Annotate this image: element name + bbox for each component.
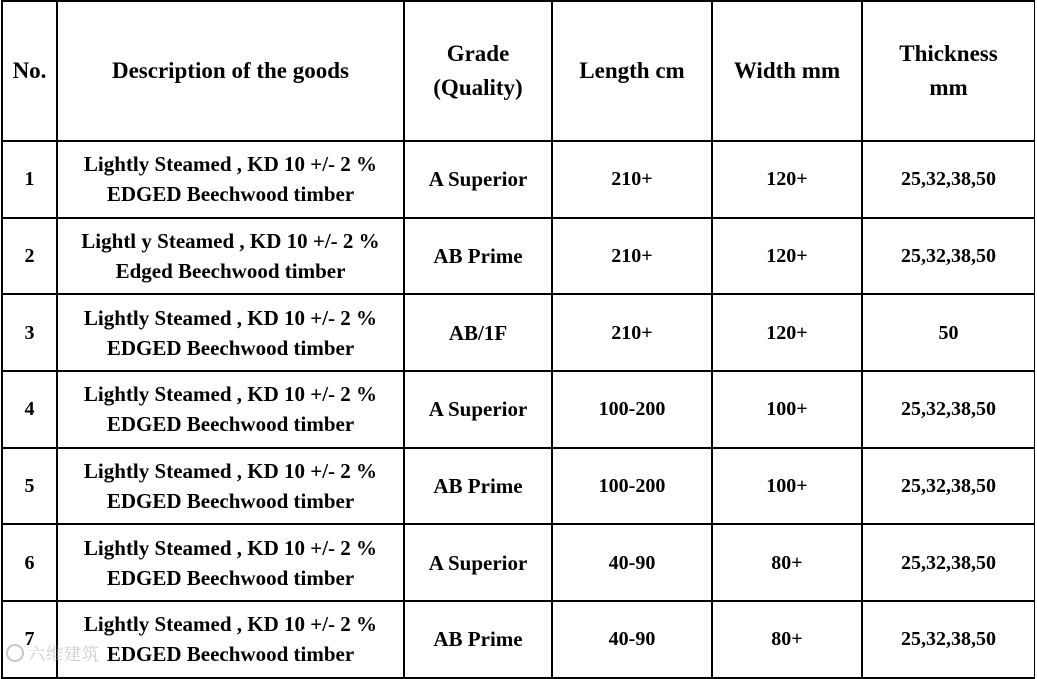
cell-grade: AB/1F — [404, 294, 552, 371]
header-no: No. — [2, 1, 57, 141]
cell-no: 6 — [2, 524, 57, 601]
cell-width: 100+ — [712, 448, 862, 525]
cell-thickness: 25,32,38,50 — [862, 601, 1036, 678]
header-length: Length cm — [552, 1, 712, 141]
cell-no: 1 — [2, 141, 57, 218]
cell-description: Lightly Steamed , KD 10 +/- 2 % EDGED Beechwood timber — [57, 601, 404, 678]
cell-grade: AB Prime — [404, 448, 552, 525]
cell-no: 7 — [2, 601, 57, 678]
table-row — [2, 601, 1036, 678]
watermark-text: 六维建筑 — [28, 645, 100, 665]
cell-thickness: 25,32,38,50 — [862, 371, 1036, 448]
cell-length: 210+ — [552, 294, 712, 371]
cell-no: 5 — [2, 448, 57, 525]
table-row — [2, 524, 1036, 601]
table-row — [2, 448, 1036, 525]
cell-thickness: 50 — [862, 294, 1036, 371]
table-row — [2, 294, 1036, 371]
cell-length: 100-200 — [552, 448, 712, 525]
cell-width: 100+ — [712, 371, 862, 448]
cell-grade: A Superior — [404, 371, 552, 448]
cell-grade: A Superior — [404, 524, 552, 601]
cell-thickness: 25,32,38,50 — [862, 448, 1036, 525]
cell-description: Lightl y Steamed , KD 10 +/- 2 % Edged Beechwood timber — [57, 218, 404, 295]
cell-length: 40-90 — [552, 524, 712, 601]
cell-no: 2 — [2, 218, 57, 295]
cell-thickness: 25,32,38,50 — [862, 141, 1036, 218]
cell-thickness: 25,32,38,50 — [862, 524, 1036, 601]
header-grade: Grade (Quality) — [404, 1, 552, 141]
table-header-row — [2, 1, 1036, 141]
header-thickness: Thickness mm — [862, 1, 1036, 141]
cell-no: 3 — [2, 294, 57, 371]
header-description: Description of the goods — [57, 1, 404, 141]
cell-thickness: 25,32,38,50 — [862, 218, 1036, 295]
cell-description: Lightly Steamed , KD 10 +/- 2 % EDGED Beechwood timber — [57, 294, 404, 371]
table-row — [2, 141, 1036, 218]
cell-length: 210+ — [552, 141, 712, 218]
cell-grade: A Superior — [404, 141, 552, 218]
cell-length: 210+ — [552, 218, 712, 295]
cell-no: 4 — [2, 371, 57, 448]
beechwood-spec-table — [1, 0, 1037, 679]
cell-width: 120+ — [712, 218, 862, 295]
cell-description: Lightly Steamed , KD 10 +/- 2 % EDGED Beechwood timber — [57, 448, 404, 525]
cell-grade: AB Prime — [404, 218, 552, 295]
cell-description: Lightly Steamed , KD 10 +/- 2 % EDGED Beechwood timber — [57, 524, 404, 601]
cell-length: 100-200 — [552, 371, 712, 448]
header-width: Width mm — [712, 1, 862, 141]
table-row — [2, 218, 1036, 295]
cell-width: 120+ — [712, 141, 862, 218]
table-row — [2, 371, 1036, 448]
cell-width: 80+ — [712, 524, 862, 601]
cell-width: 80+ — [712, 601, 862, 678]
cell-description: Lightly Steamed , KD 10 +/- 2 % EDGED Beechwood timber — [57, 371, 404, 448]
cell-width: 120+ — [712, 294, 862, 371]
cell-description: Lightly Steamed , KD 10 +/- 2 % EDGED Beechwood timber — [57, 141, 404, 218]
cell-grade: AB Prime — [404, 601, 552, 678]
cell-length: 40-90 — [552, 601, 712, 678]
